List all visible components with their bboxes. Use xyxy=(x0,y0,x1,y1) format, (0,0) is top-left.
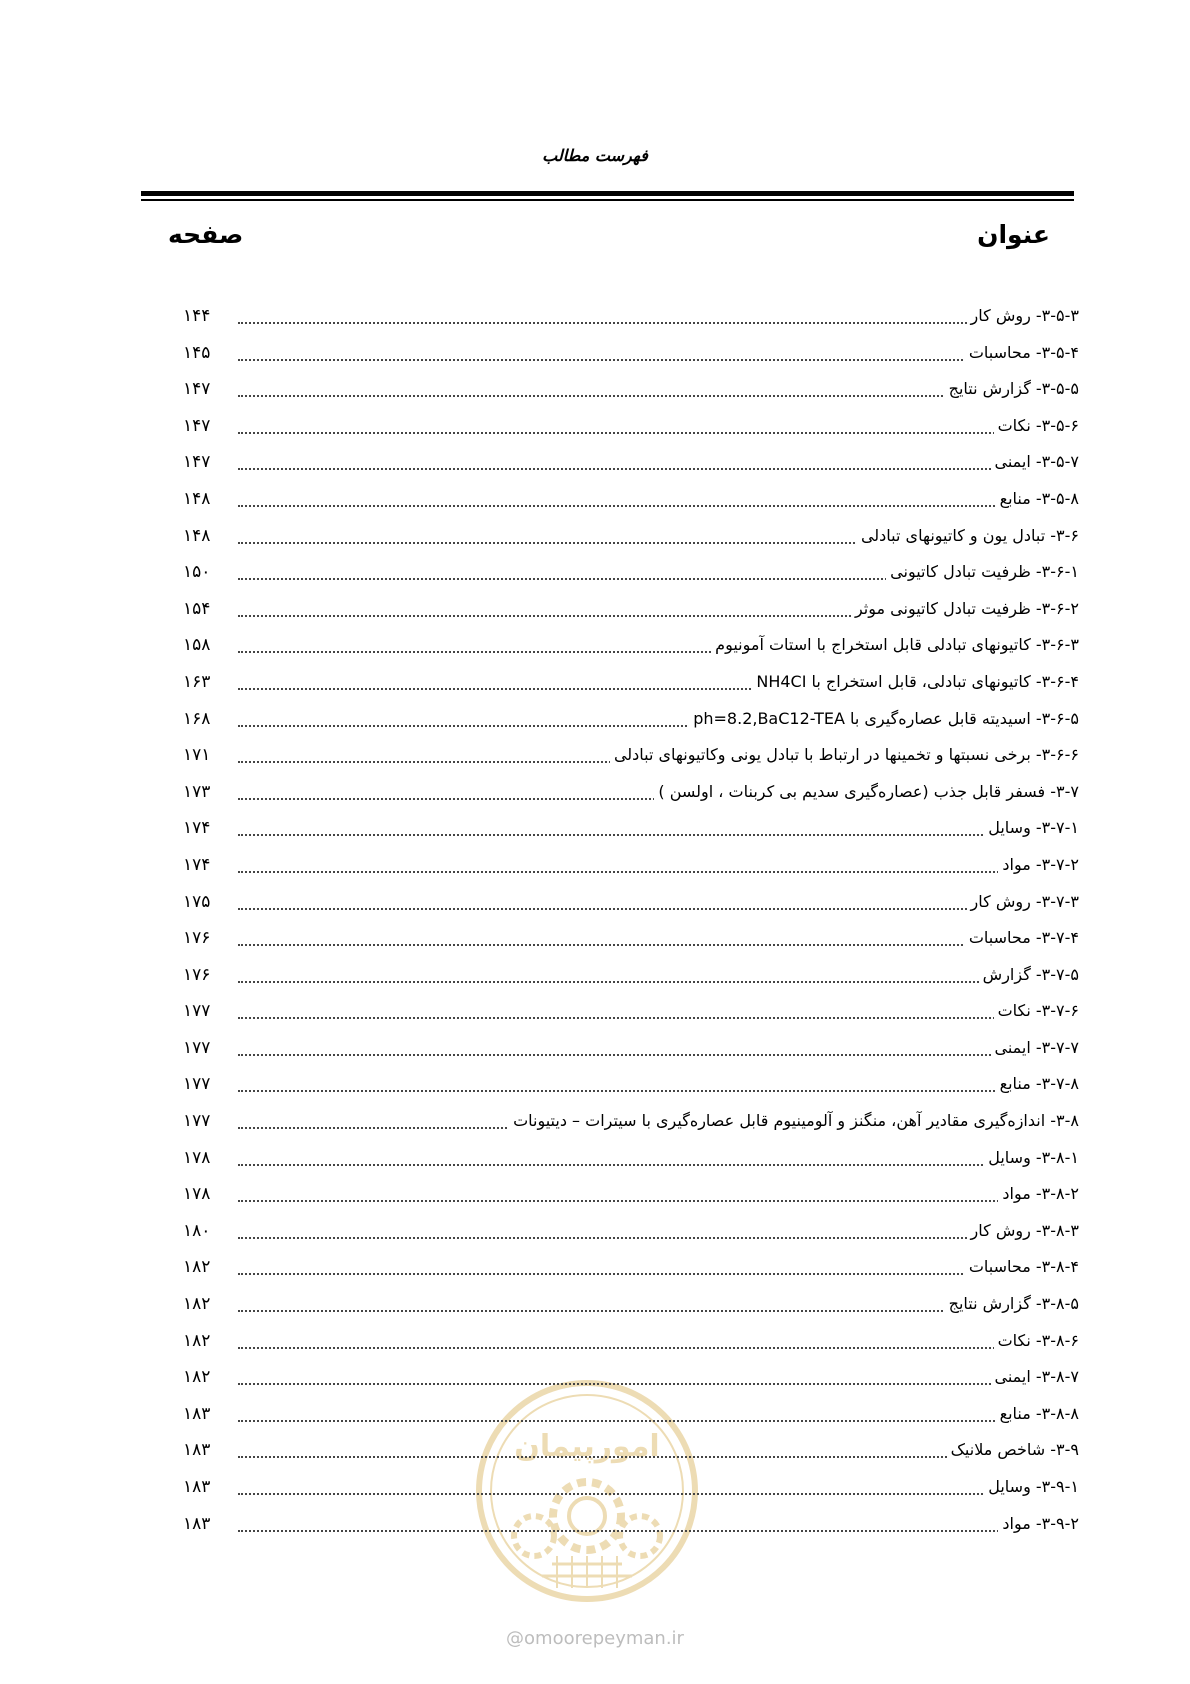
toc-entry-page: ۱۸۳ xyxy=(183,1477,211,1497)
toc-entry-page: ۱۷۴ xyxy=(183,854,211,875)
toc-entry xyxy=(0,593,1190,630)
toc-leader-dots xyxy=(238,1164,1079,1166)
toc-entry-page: ۱۸۲ xyxy=(183,1294,211,1315)
toc-entry xyxy=(0,849,1190,886)
toc-entry-page: ۱۷۴ xyxy=(183,818,211,839)
toc-entry-title: ۳-۷- فسفر قابل جذب (عصاره‌گیری سدیم بی کربنات ، اولسن ) xyxy=(654,780,1079,804)
toc-leader-dots xyxy=(238,1237,1079,1239)
toc-entry xyxy=(0,666,1190,703)
toc-leader-dots xyxy=(238,1054,1079,1056)
toc-entry-page: ۱۴۴ xyxy=(183,306,211,326)
toc-entry-page: ۱۷۷ xyxy=(183,1001,211,1022)
toc-entry-page: ۱۴۸ xyxy=(183,488,211,509)
toc-entry-title: ۳-۸-۶- نکات xyxy=(994,1329,1079,1353)
toc-entry-title: ۳-۶-۱- ظرفیت تبادل کاتیونی xyxy=(886,560,1079,584)
toc-entry xyxy=(0,410,1190,447)
toc-entry-title: ۳-۷-۱- وسایل xyxy=(984,816,1079,840)
toc-entry xyxy=(0,922,1190,959)
toc-entry-page: ۱۵۰ xyxy=(183,562,211,583)
toc-leader-dots xyxy=(238,1090,1079,1092)
toc-entry-title: ۳-۷-۵- گزارش xyxy=(979,963,1079,987)
toc-entry-page: ۱۷۳ xyxy=(183,781,211,802)
watermark-text: @omoorepeyman.ir xyxy=(506,1628,684,1649)
toc-entry xyxy=(0,886,1190,923)
toc-entry xyxy=(0,1105,1190,1142)
header-rule-thick xyxy=(141,191,1074,196)
toc-leader-dots xyxy=(238,1273,1079,1275)
toc-entry xyxy=(0,1142,1190,1179)
toc-entry-title: ۳-۸-۴- محاسبات xyxy=(965,1255,1079,1279)
toc-entry-page: ۱۷۶ xyxy=(183,928,211,949)
toc-entry xyxy=(0,1178,1190,1215)
toc-entry xyxy=(0,556,1190,593)
toc-entry-page: ۱۴۷ xyxy=(183,379,211,400)
toc-leader-dots xyxy=(238,1383,1079,1385)
toc-leader-dots xyxy=(238,1200,1079,1202)
toc-entry-title: ۳-۵-۶- نکات xyxy=(994,414,1079,438)
toc-entry xyxy=(0,337,1190,374)
toc-leader-dots xyxy=(238,1017,1079,1019)
toc-entry xyxy=(0,703,1190,740)
toc-entry xyxy=(0,1251,1190,1288)
toc-leader-dots xyxy=(238,1493,1079,1495)
toc-entry-title: ۳-۷-۶- نکات xyxy=(994,999,1079,1023)
toc-entry xyxy=(0,1288,1190,1325)
toc-entry-page: ۱۸۳ xyxy=(183,1403,211,1424)
toc-entry-title: ۳-۵-۴- محاسبات xyxy=(965,341,1079,365)
toc-leader-dots xyxy=(238,981,1079,983)
toc-entry-page: ۱۸۰ xyxy=(183,1220,211,1241)
toc-entry-page: ۱۷۶ xyxy=(183,964,211,985)
toc-leader-dots xyxy=(238,944,1079,946)
toc-entry-page: ۱۵۴ xyxy=(183,598,211,619)
toc-leader-dots xyxy=(238,908,1079,910)
toc-entry xyxy=(0,373,1190,410)
toc-entry-title: ۳-۷-۳- روش کار xyxy=(967,890,1079,914)
toc-leader-dots xyxy=(238,871,1079,873)
toc-entry xyxy=(0,812,1190,849)
toc-entry-page: ۱۷۷ xyxy=(183,1074,211,1095)
toc-leader-dots xyxy=(238,432,1079,434)
header-rule-thin xyxy=(141,199,1074,201)
toc-entry xyxy=(0,739,1190,776)
stamp-logo-icon xyxy=(472,1376,702,1606)
toc-entry-title: ۳-۵-۸- منابع xyxy=(996,487,1079,511)
toc-leader-dots xyxy=(238,505,1079,507)
toc-entry-title: ۳-۵-۵- گزارش نتایج xyxy=(945,377,1079,401)
toc-entry-page: ۱۸۲ xyxy=(183,1257,211,1278)
toc-entry xyxy=(0,446,1190,483)
toc-entry-title: ۳-۵-۷- ایمنی xyxy=(991,450,1080,474)
toc-entry-page: ۱۷۷ xyxy=(183,1111,211,1132)
toc-entry-page: ۱۴۷ xyxy=(183,415,211,436)
stamp-text: امورپیمان xyxy=(514,1429,660,1464)
toc-entry-page: ۱۸۲ xyxy=(183,1330,211,1351)
toc-entry xyxy=(0,995,1190,1032)
toc-entry-page: ۱۸۳ xyxy=(183,1440,211,1461)
toc-entry-page: ۱۶۸ xyxy=(183,708,211,729)
toc-entry xyxy=(0,959,1190,996)
toc-entry-title: ۳-۸-۲- مواد xyxy=(998,1182,1079,1206)
toc-entry-page: ۱۴۵ xyxy=(183,342,211,363)
toc-entry xyxy=(0,483,1190,520)
toc-entry-page: ۱۷۷ xyxy=(183,1037,211,1058)
toc-entry-page: ۱۷۸ xyxy=(183,1147,211,1168)
toc-entry xyxy=(0,1325,1190,1362)
toc-entry-page: ۱۵۸ xyxy=(183,635,211,656)
toc-entry-title: ۳-۹- شاخص ملانیک xyxy=(947,1438,1079,1462)
toc-entry-title: ۳-۹-۱- وسایل xyxy=(984,1475,1079,1499)
toc-entry-title: ۳-۶-۵- اسیدیته قابل عصاره‌گیری با ph=8.2,BaC12-TEA xyxy=(689,707,1079,731)
toc-entry xyxy=(0,776,1190,813)
toc-entry-page: ۱۶۳ xyxy=(183,671,211,692)
toc-entry-title: ۳-۷-۷- ایمنی xyxy=(991,1036,1080,1060)
toc-leader-dots xyxy=(238,1530,1079,1532)
toc-entry-title: ۳-۶-۴- کاتیونهای تبادلی، قابل استخراج با NH4CI xyxy=(752,670,1079,694)
toc-entry-page: ۱۷۱ xyxy=(183,745,211,766)
toc-entry-title: ۳-۸- اندازه‌گیری مقادیر آهن، منگنز و آلومینیوم قابل عصاره‌گیری با سیترات – دیتیونات xyxy=(509,1109,1079,1133)
toc-entry-title: ۳-۸-۱- وسایل xyxy=(984,1146,1079,1170)
toc-entry-page: ۱۷۵ xyxy=(183,891,211,912)
toc-leader-dots xyxy=(238,1420,1079,1422)
toc-entry-title: ۳-۷-۸- منابع xyxy=(996,1072,1079,1096)
toc-entry-page: ۱۷۸ xyxy=(183,1184,211,1205)
toc-entry xyxy=(0,1068,1190,1105)
page-header: فهرست مطالب xyxy=(542,146,648,165)
table-of-contents xyxy=(0,300,1190,1544)
column-heading-title: عنوان xyxy=(977,220,1050,249)
toc-entry xyxy=(0,1215,1190,1252)
toc-entry-title: ۳-۶-۳- کاتیونهای تبادلی قابل استخراج با استات آمونیوم xyxy=(711,633,1079,657)
toc-entry xyxy=(0,300,1190,337)
toc-entry-page: ۱۴۷ xyxy=(183,452,211,473)
toc-entry xyxy=(0,629,1190,666)
toc-entry-page: ۱۸۳ xyxy=(183,1513,211,1534)
toc-entry-title: ۳-۸-۳- روش کار xyxy=(967,1219,1079,1243)
toc-entry xyxy=(0,1032,1190,1069)
toc-entry-page: ۱۸۲ xyxy=(183,1367,211,1388)
toc-entry-title: ۳-۸-۷- ایمنی xyxy=(991,1365,1080,1389)
toc-entry-title: ۳-۵-۳- روش کار xyxy=(967,304,1079,328)
toc-leader-dots xyxy=(238,1347,1079,1349)
toc-entry-page: ۱۴۸ xyxy=(183,525,211,546)
toc-leader-dots xyxy=(238,359,1079,361)
column-heading-page: صفحه xyxy=(168,220,244,249)
toc-entry-title: ۳-۶- تبادل یون و کاتیونهای تبادلی xyxy=(857,524,1079,548)
toc-entry-title: ۳-۹-۲- مواد xyxy=(998,1512,1079,1536)
toc-entry-title: ۳-۸-۵- گزارش نتایج xyxy=(945,1292,1079,1316)
toc-leader-dots xyxy=(238,468,1079,470)
toc-entry xyxy=(0,520,1190,557)
toc-entry-title: ۳-۶-۶- برخی نسبتها و تخمینها در ارتباط با تبادل یونی وکاتیونهای تبادلی xyxy=(610,743,1079,767)
toc-leader-dots xyxy=(238,834,1079,836)
toc-entry-title: ۳-۸-۸- منابع xyxy=(996,1402,1079,1426)
toc-entry-title: ۳-۶-۲- ظرفیت تبادل کاتیونی موثر xyxy=(851,597,1079,621)
toc-entry-title: ۳-۷-۲- مواد xyxy=(998,853,1079,877)
toc-entry-title: ۳-۷-۴- محاسبات xyxy=(965,926,1079,950)
toc-leader-dots xyxy=(238,322,1079,324)
